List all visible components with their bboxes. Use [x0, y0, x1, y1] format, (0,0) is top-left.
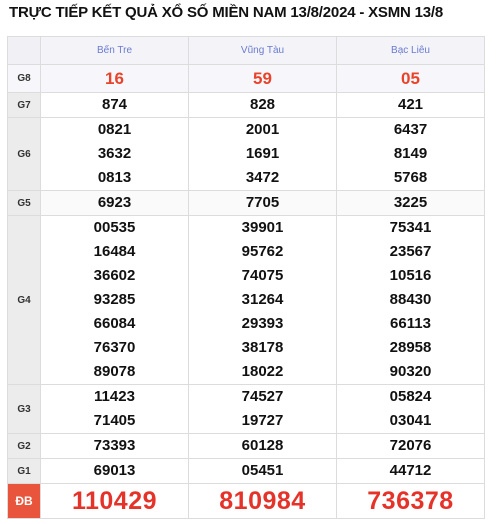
- result-number: 95762: [241, 243, 284, 260]
- prize-label: G7: [8, 93, 41, 118]
- result-number: 36602: [93, 267, 136, 284]
- result-number: 0821: [97, 121, 132, 138]
- result-number: 3472: [245, 169, 280, 186]
- result-number: 1691: [245, 145, 280, 162]
- result-number: 16: [105, 68, 124, 88]
- result-number: 75341: [389, 219, 432, 236]
- result-cell: [337, 118, 485, 191]
- result-cell: [41, 484, 189, 519]
- result-number: 90320: [389, 363, 432, 380]
- prize-row: [8, 93, 485, 118]
- prize-row: [8, 191, 485, 216]
- result-number: 3225: [393, 194, 428, 211]
- result-cell: [337, 191, 485, 216]
- result-number: 7705: [245, 194, 280, 211]
- result-number: 66084: [93, 315, 136, 332]
- result-number: 72076: [389, 437, 432, 454]
- result-number: 69013: [93, 462, 136, 479]
- result-cell: [189, 385, 337, 434]
- prize-label: G2: [8, 434, 41, 459]
- result-number: 44712: [389, 462, 432, 479]
- corner-cell: [8, 37, 41, 65]
- result-cell: [337, 459, 485, 484]
- result-cell: [189, 65, 337, 93]
- result-number: 736378: [367, 487, 454, 515]
- result-number: 76370: [93, 339, 136, 356]
- result-number: 0813: [97, 169, 132, 186]
- result-cell: [189, 459, 337, 484]
- prize-label: G4: [8, 216, 41, 385]
- result-number: 11423: [94, 388, 135, 405]
- result-number: 110429: [71, 487, 158, 515]
- result-number: 810984: [219, 487, 306, 515]
- result-cell: [189, 93, 337, 118]
- result-cell: [189, 118, 337, 191]
- result-number: 10516: [389, 267, 432, 284]
- prize-label: G1: [8, 459, 41, 484]
- result-number: 5768: [393, 169, 428, 186]
- result-number: 28958: [389, 339, 432, 356]
- result-cell: [337, 65, 485, 93]
- prize-row: [8, 385, 485, 434]
- result-number: 828: [249, 96, 276, 113]
- result-number: 6923: [97, 194, 132, 211]
- result-number: 421: [397, 96, 424, 113]
- result-cell: [337, 484, 485, 519]
- result-number: 39901: [241, 219, 284, 236]
- province-header[interactable]: Bến Tre: [41, 37, 189, 65]
- result-cell: [41, 385, 189, 434]
- result-cell: [41, 118, 189, 191]
- result-number: 74075: [241, 267, 284, 284]
- prize-row: [8, 216, 485, 385]
- result-number: 05: [401, 68, 420, 88]
- header-row: [8, 37, 485, 65]
- result-number: 59: [253, 68, 272, 88]
- result-number: 03041: [389, 412, 432, 429]
- province-header[interactable]: Vũng Tàu: [189, 37, 337, 65]
- result-number: 2001: [245, 121, 280, 138]
- result-cell: [189, 484, 337, 519]
- result-number: 89078: [93, 363, 136, 380]
- result-number: 19727: [241, 412, 284, 429]
- result-number: 73393: [93, 437, 136, 454]
- prize-row: [8, 434, 485, 459]
- result-cell: [41, 216, 189, 385]
- result-cell: [41, 434, 189, 459]
- result-cell: [189, 191, 337, 216]
- result-number: 18022: [241, 363, 284, 380]
- prize-label: ĐB: [8, 484, 41, 519]
- result-number: 29393: [241, 315, 284, 332]
- result-cell: [41, 459, 189, 484]
- result-number: 05451: [241, 462, 284, 479]
- result-number: 88430: [389, 291, 432, 308]
- result-number: 93285: [93, 291, 136, 308]
- prize-row: [8, 484, 485, 519]
- result-number: 66113: [390, 315, 431, 332]
- result-cell: [41, 65, 189, 93]
- result-number: 874: [101, 96, 128, 113]
- province-header[interactable]: Bạc Liêu: [337, 37, 485, 65]
- result-number: 60128: [241, 437, 284, 454]
- prize-label: G3: [8, 385, 41, 434]
- prize-label: G8: [8, 65, 41, 93]
- prize-row: [8, 118, 485, 191]
- result-cell: [189, 434, 337, 459]
- result-number: 74527: [241, 388, 284, 405]
- result-cell: [337, 93, 485, 118]
- prize-label: G5: [8, 191, 41, 216]
- result-number: 8149: [393, 145, 428, 162]
- result-cell: [189, 216, 337, 385]
- result-cell: [337, 216, 485, 385]
- result-number: 38178: [241, 339, 284, 356]
- result-number: 05824: [389, 388, 432, 405]
- result-number: 6437: [393, 121, 428, 138]
- result-number: 16484: [93, 243, 136, 260]
- prize-label: G6: [8, 118, 41, 191]
- result-cell: [337, 434, 485, 459]
- result-cell: [41, 191, 189, 216]
- prize-row: [8, 65, 485, 93]
- result-number: 23567: [389, 243, 432, 260]
- page-title: TRỰC TIẾP KẾT QUẢ XỔ SỐ MIỀN NAM 13/8/2024 - XSMN 13/8: [9, 4, 443, 21]
- result-cell: [337, 385, 485, 434]
- results-table: [7, 36, 485, 519]
- result-number: 3632: [97, 145, 132, 162]
- result-cell: [41, 93, 189, 118]
- prize-row: [8, 459, 485, 484]
- result-number: 00535: [93, 219, 136, 236]
- result-number: 31264: [241, 291, 284, 308]
- result-number: 71405: [93, 412, 136, 429]
